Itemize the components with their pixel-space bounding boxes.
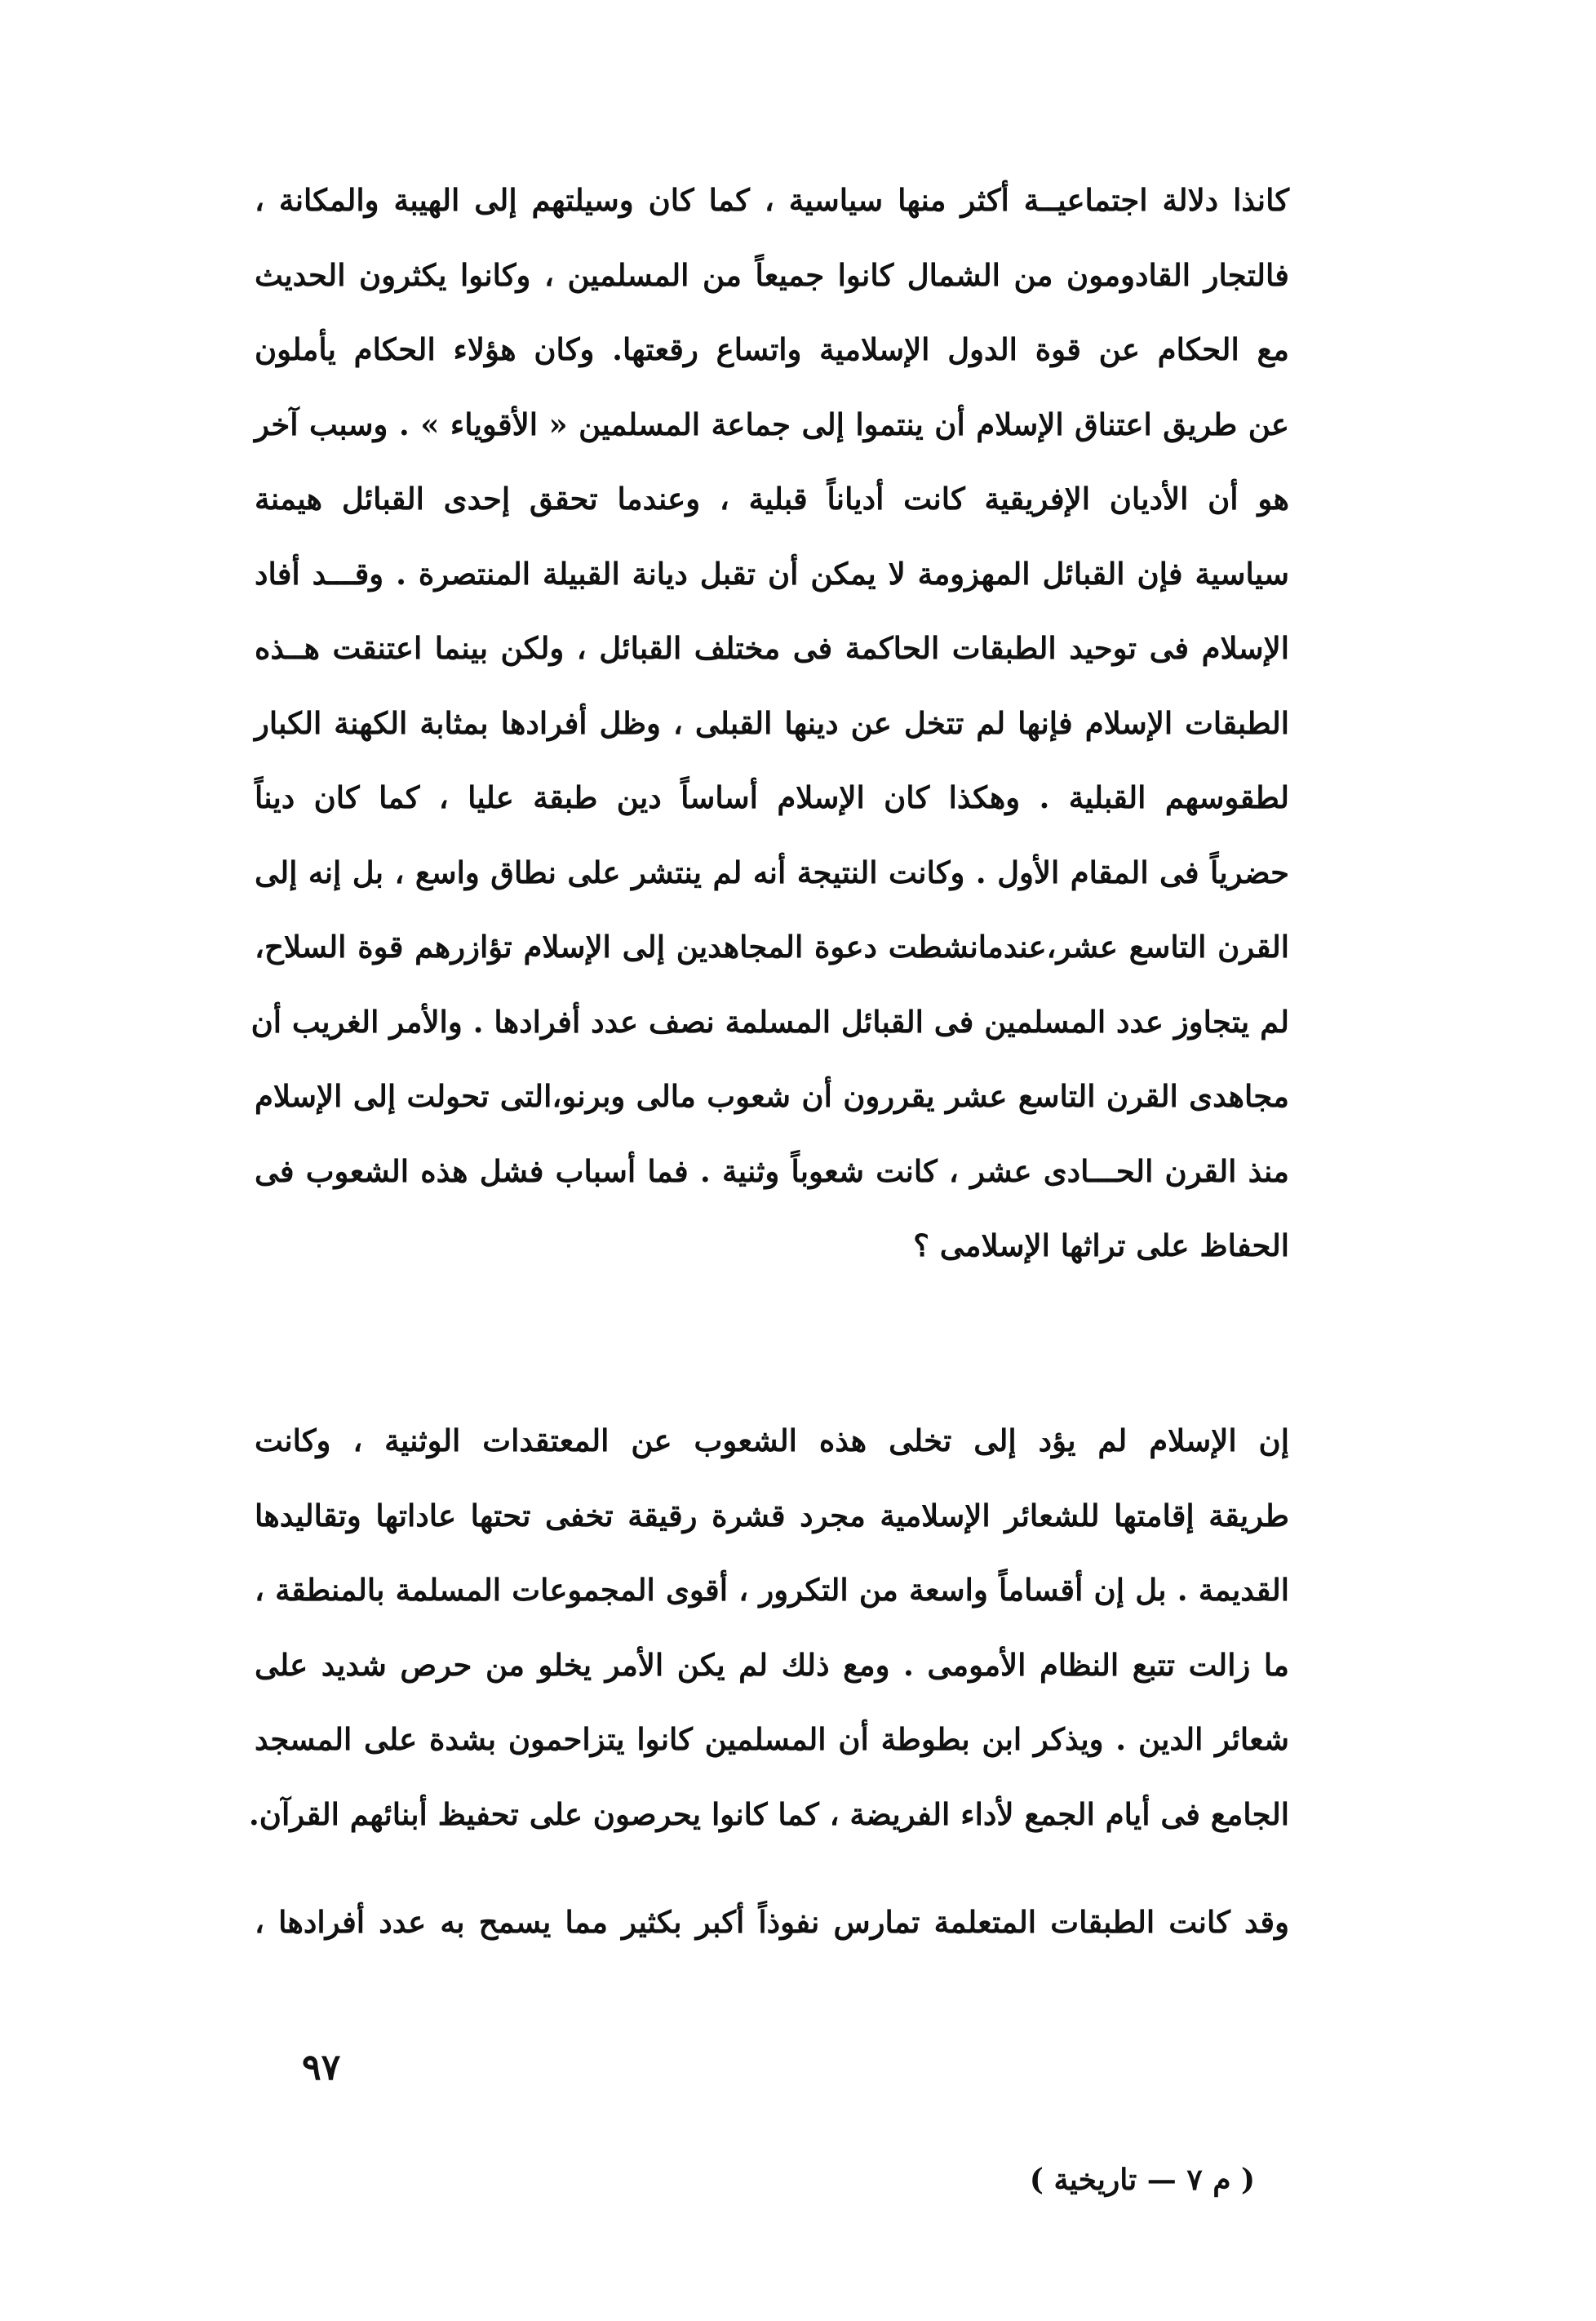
text-line: منذ القرن الحـــادى عشر ، كانت شعوباً وثنية . فما أسباب فشل هذه الشعوب فى — [255, 1152, 1289, 1189]
text-line: ما زالت تتبع النظام الأمومى . ومع ذلك لم يكن الأمر يخلو من حرص شديد على — [255, 1646, 1289, 1683]
text-line: مجاهدى القرن التاسع عشر يقررون أن شعوب مالى وبرنو،التى تحولت إلى الإسلام — [255, 1078, 1289, 1114]
text-line: وقد كانت الطبقات المتعلمة تمارس نفوذاً أكبر بكثير مما يسمح به عدد أفرادها ، — [255, 1904, 1289, 1940]
paragraph-1 — [250, 163, 1289, 1284]
text-line: فالتجار القادومون من الشمال كانوا جميعاً من المسلمين ، وكانوا يكثرون الحديث — [255, 256, 1289, 293]
text-line: إن الإسلام لم يؤد إلى تخلى هذه الشعوب عن المعتقدات الوثنية ، وكانت — [255, 1422, 1289, 1458]
text-line: لم يتجاوز عدد المسلمين فى القبائل المسلمة نصف عدد أفرادها . والأمر الغريب أن — [250, 1003, 1289, 1040]
text-line: هو أن الأديان الإفريقية كانت أدياناً قبلية ، وعندما تحقق إحدى القبائل هيمنة — [255, 481, 1289, 517]
text-line: عن طريق اعتناق الإسلام أن ينتموا إلى جماعة المسلمين « الأقوياء » . وسبب آخر — [255, 406, 1289, 442]
paragraph-3 — [255, 1885, 1289, 1960]
text-line: الحفاظ على تراثها الإسلامى ؟ — [913, 1227, 1289, 1263]
text-line: لطقوسهم القبلية . وهكذا كان الإسلام أساساً دين طبقة عليا ، كما كان ديناً — [255, 779, 1289, 815]
text-line: حضرياً فى المقام الأول . وكانت النتيجة أنه لم ينتشر على نطاق واسع ، بل إنه إلى — [255, 854, 1289, 890]
text-line: الجامع فى أيام الجمع لأداء الفريضة ، كما كانوا يحرصون على تحفيظ أبنائهم القرآن. — [248, 1795, 1289, 1832]
text-line: الطبقات الإسلام فإنها لم تتخل عن دينها القبلى ، وظل أفرادها بمثابة الكهنة الكبار — [255, 704, 1289, 741]
paragraph-2 — [248, 1404, 1289, 1852]
text-line: مع الحكام عن قوة الدول الإسلامية واتساع رقعتها. وكان هؤلاء الحكام يأملون — [255, 331, 1289, 367]
text-line: القديمة . بل إن أقساماً واسعة من التكرور ، أقوى المجموعات المسلمة بالمنطقة ، — [255, 1572, 1289, 1608]
signature-mark: ( م ٧ — تاريخية ) — [1029, 2163, 1256, 2197]
text-line: شعائر الدين . ويذكر ابن بطوطة أن المسلمين كانوا يتزاحمون بشدة على المسجد — [255, 1721, 1289, 1757]
text-line: القرن التاسع عشر،عندمانشطت دعوة المجاهدين إلى الإسلام تؤازرهم قوة السلاح، — [255, 929, 1289, 965]
text-line: طريقة إقامتها للشعائر الإسلامية مجرد قشرة رقيقة تخفى تحتها عاداتها وتقاليدها — [255, 1497, 1289, 1533]
text-line: كانذا دلالة اجتماعيــة أكثر منها سياسية ، كما كان وسيلتهم إلى الهيبة والمكانة ، — [255, 182, 1289, 218]
text-line: سياسية فإن القبائل المهزومة لا يمكن أن تقبل ديانة القبيلة المنتصرة . وقـــد أفاد — [255, 555, 1289, 592]
text-line: الإسلام فى توحيد الطبقات الحاكمة فى مختلف القبائل ، ولكن بينما اعتنقت هــذه — [255, 630, 1289, 666]
page-number: ٩٧ — [302, 2047, 341, 2088]
